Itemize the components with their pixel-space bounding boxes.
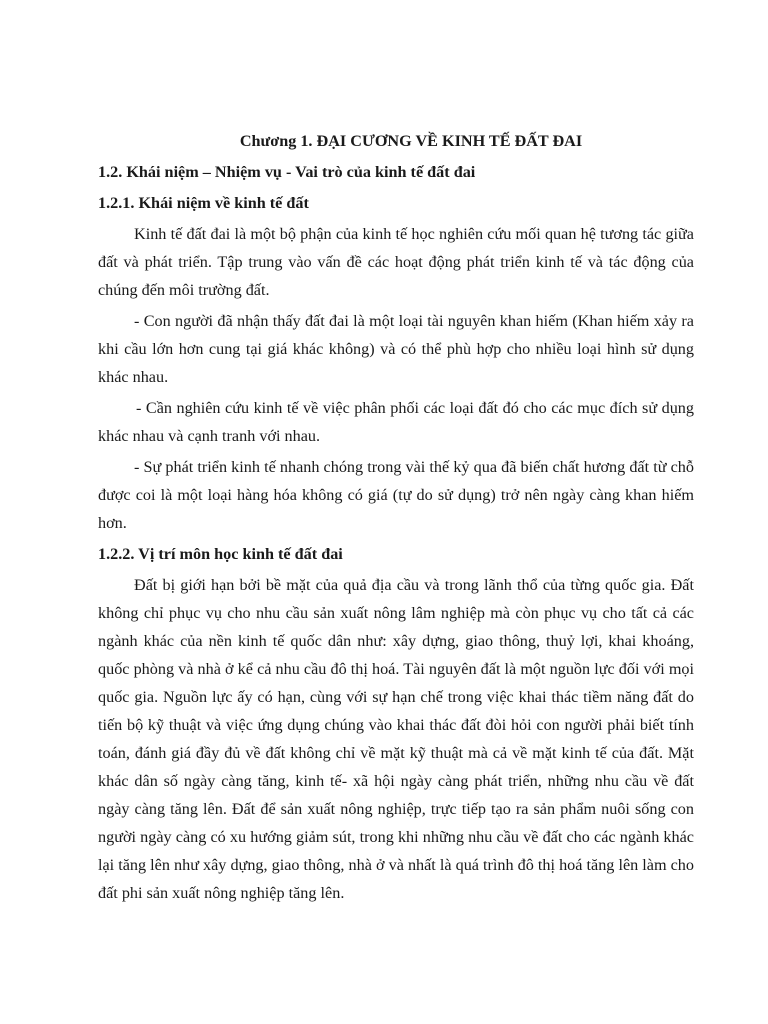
page-content <box>98 127 694 910</box>
paragraph-subject-position: Đất bị giới hạn bởi bề mặt của quả địa cầu và trong lãnh thổ của từng quốc gia. Đất không chỉ phục vụ cho nhu cầu sản xuất nông lâm nghiệp mà còn phục vụ cho tất cả các ngành khác của nền kinh tế quốc dân như: xây dựng, giao thông, thuỷ lợi, khai khoáng, quốc phòng và nhà ở kể cả nhu cầu đô thị hoá. Tài nguyên đất là một nguồn lực đối với mọi quốc gia. Nguồn lực ấy có hạn, cùng với sự hạn chế trong việc khai thác tiềm năng đất do tiến bộ kỹ thuật và việc ứng dụng chúng vào khai thác đất đòi hỏi con người phải biết tính toán, đánh giá đầy đủ về đất không chỉ về mặt kỹ thuật mà cả về mặt kinh tế của đất. Mặt khác dân số ngày càng tăng, kinh tế- xã hội ngày càng phát triển, những nhu cầu về đất ngày càng tăng lên. Đất để sản xuất nông nghiệp, trực tiếp tạo ra sản phẩm nuôi sống con người ngày càng có xu hướng giảm sút, trong khi những nhu cầu về đất cho các ngành khác lại tăng lên như xây dựng, giao thông, nhà ở và nhất là quá trình đô thị hoá tăng lên làm cho đất phi sản xuất nông nghiệp tăng lên. <box>98 576 694 902</box>
paragraph-bullet-development: - Sự phát triển kinh tế nhanh chóng trong vài thế kỷ qua đã biến chất hương đất từ chỗ được coi là một loại hàng hóa không có giá (tự do sử dụng) trở nên ngày càng khan hiếm hơn. <box>98 458 694 532</box>
section-heading-1-2-2: 1.2.2. Vị trí môn học kinh tế đất đai <box>98 545 343 563</box>
paragraph-bullet-scarcity: - Con người đã nhận thấy đất đai là một loại tài nguyên khan hiếm (Khan hiếm xảy ra khi cầu lớn hơn cung tại giá khác không) và có thể phù hợp cho nhiều loại hình sử dụng khác nhau. <box>98 312 694 386</box>
paragraph-land-economics-definition: Kinh tế đất đai là một bộ phận của kinh tế học nghiên cứu mối quan hệ tương tác giữa đất và phát triển. Tập trung vào vấn đề các hoạt động phát triển kinh tế và tác động của chúng đến môi trường đất. <box>98 225 694 299</box>
section-heading-1-2-1: 1.2.1. Khái niệm về kinh tế đất <box>98 194 309 212</box>
paragraph-bullet-allocation: - Cần nghiên cứu kinh tế về việc phân phối các loại đất đó cho các mục đích sử dụng khác nhau và cạnh tranh với nhau. <box>98 399 694 445</box>
chapter-title: Chương 1. ĐẠI CƯƠNG VỀ KINH TẾ ĐẤT ĐAI <box>239 132 583 150</box>
section-heading-1-2: 1.2. Khái niệm – Nhiệm vụ - Vai trò của kinh tế đất đai <box>98 163 476 181</box>
